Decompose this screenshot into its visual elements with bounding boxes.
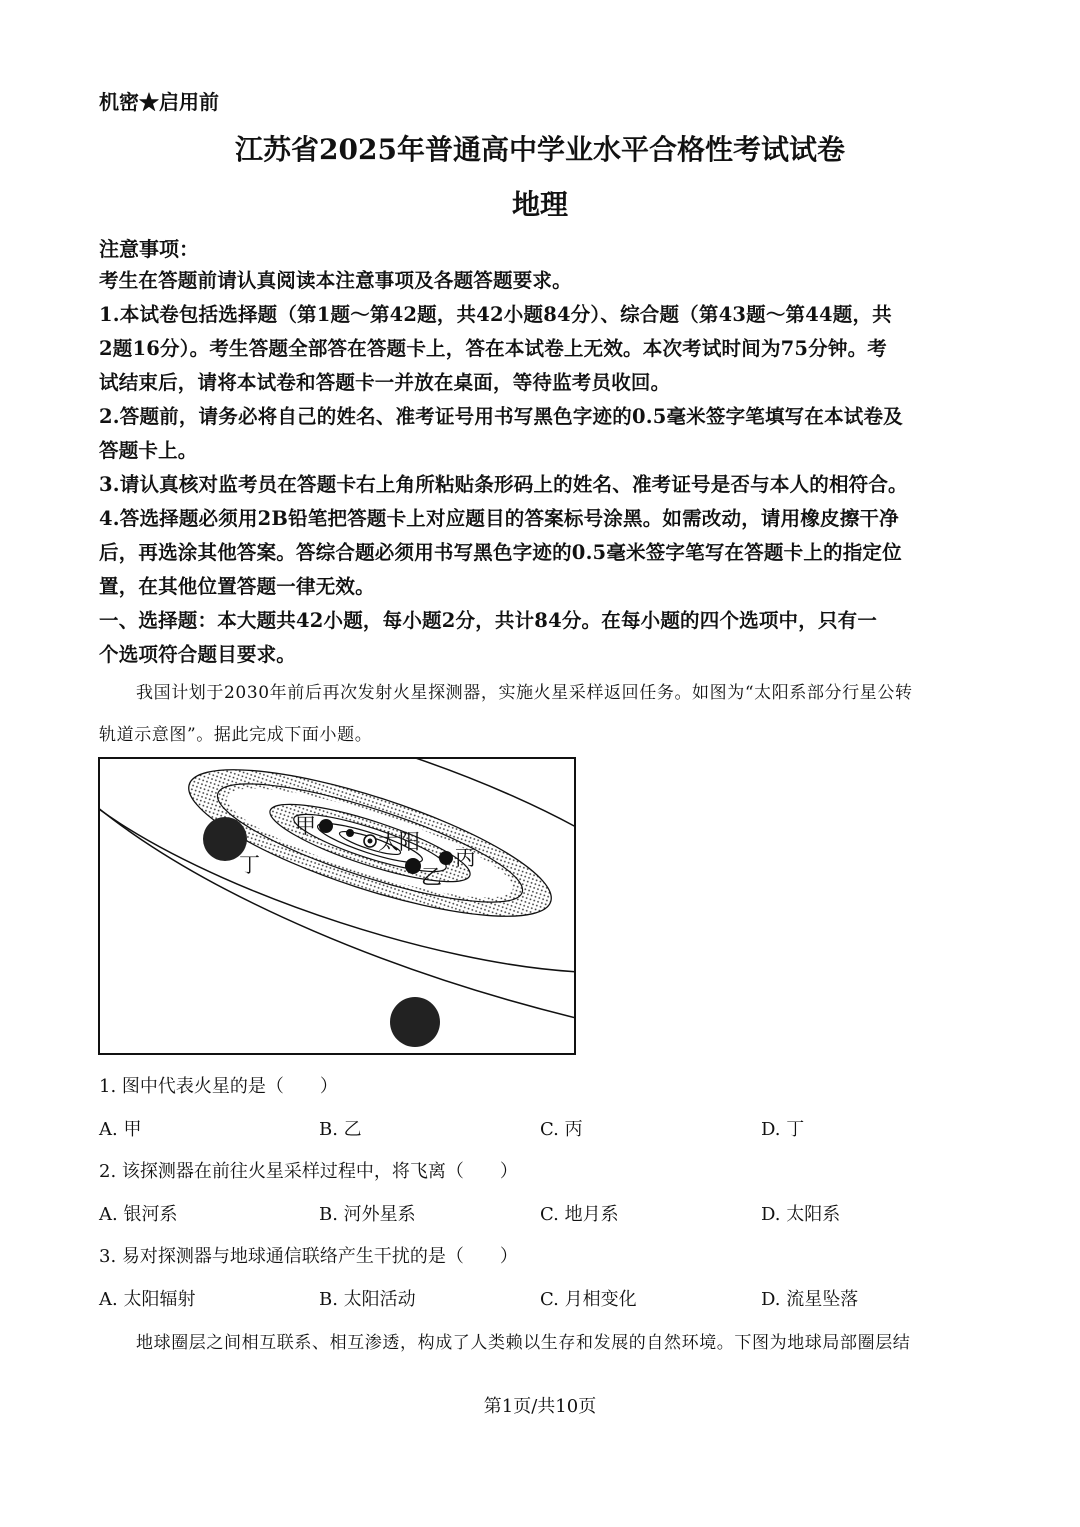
section-heading: 个选项符合题目要求。 <box>99 643 297 666</box>
planet-yi <box>405 858 421 874</box>
label-bing: 丙 <box>455 846 476 870</box>
notice-line: 2.答题前，请务必将自己的姓名、准考证号用书写黑色字迹的0.5毫米签字笔填写在本试卷及 <box>99 405 903 428</box>
notice-line: 考生在答题前请认真阅读本注意事项及各题答题要求。 <box>99 269 572 292</box>
planet-bing <box>439 851 453 865</box>
planet-jia <box>319 819 333 833</box>
question-2-option-b: B. 河外星系 <box>319 1204 416 1225</box>
mercury-planet <box>346 829 354 837</box>
notice-line: 试结束后，请将本试卷和答题卡一并放在桌面，等待监考员收回。 <box>99 371 671 394</box>
question-2-option-d: D. 太阳系 <box>761 1204 841 1225</box>
label-ding: 丁 <box>239 853 260 877</box>
notice-line: 答题卡上。 <box>99 439 198 462</box>
label-yi: 乙 <box>421 865 442 889</box>
next-material-intro: 地球圈层之间相互联系、相互渗透，构成了人类赖以生存和发展的自然环境。下图为地球局部圈层结 <box>136 1333 911 1353</box>
question-3-option-a: A. 太阳辐射 <box>99 1289 196 1310</box>
notice-line: 4.答选择题必须用2B铅笔把答题卡上对应题目的答案标号涂黑。如需改动，请用橡皮擦干净 <box>99 507 899 530</box>
notice-line: 2题16分）。考生答题全部答在答题卡上，答在本试卷上无效。本次考试时间为75分钟。考 <box>99 337 887 360</box>
question-1-option-b: B. 乙 <box>319 1119 362 1140</box>
notice-line: 1.本试卷包括选择题（第1题～第42题，共42小题84分）、综合题（第43题～第44题，共 <box>99 303 892 326</box>
question-2-option-c: C. 地月系 <box>540 1204 619 1225</box>
question-1-stem: 1. 图中代表火星的是（ ） <box>99 1076 338 1097</box>
exam-title: 江苏省2025年普通高中学业水平合格性考试试卷 <box>235 133 845 166</box>
page-number: 第1页/共10页 <box>483 1396 597 1417</box>
section-heading: 一、选择题：本大题共42小题，每小题2分，共计84分。在每小题的四个选项中，只有一 <box>99 609 878 632</box>
question-3-stem: 3. 易对探测器与地球通信联络产生干扰的是（ ） <box>99 1246 518 1267</box>
notice-line: 3.请认真核对监考员在答题卡右上角所粘贴条形码上的姓名、准考证号是否与本人的相符合。 <box>99 473 908 496</box>
label-jia: 甲 <box>295 814 316 838</box>
material-intro: 轨道示意图”。据此完成下面小题。 <box>99 725 373 745</box>
question-2-stem: 2. 该探测器在前往火星采样过程中，将飞离（ ） <box>99 1161 518 1182</box>
question-3-option-d: D. 流星坠落 <box>761 1289 859 1310</box>
question-2-option-a: A. 银河系 <box>99 1204 178 1225</box>
question-1-option-d: D. 丁 <box>761 1119 805 1140</box>
solar-system-orbit-figure <box>98 757 576 1055</box>
material-intro: 我国计划于2030年前后再次发射火星探测器，实施火星采样返回任务。如图为“太阳系部分行星公转 <box>136 683 913 703</box>
outer-planet <box>390 997 440 1047</box>
question-3-option-c: C. 月相变化 <box>540 1289 637 1310</box>
notice-title: 注意事项： <box>99 237 199 261</box>
notice-line: 置，在其他位置答题一律无效。 <box>99 575 375 598</box>
question-1-option-c: C. 丙 <box>540 1119 583 1140</box>
question-3-option-b: B. 太阳活动 <box>319 1289 416 1310</box>
exam-subject: 地理 <box>511 188 568 221</box>
confidential-mark: 机密★启用前 <box>99 90 219 114</box>
label-sun: 太阳 <box>378 830 420 854</box>
question-1-option-a: A. 甲 <box>99 1119 142 1140</box>
notice-line: 后，再选涂其他答案。答综合题必须用书写黑色字迹的0.5毫米签字笔写在答题卡上的指定位 <box>99 541 902 564</box>
